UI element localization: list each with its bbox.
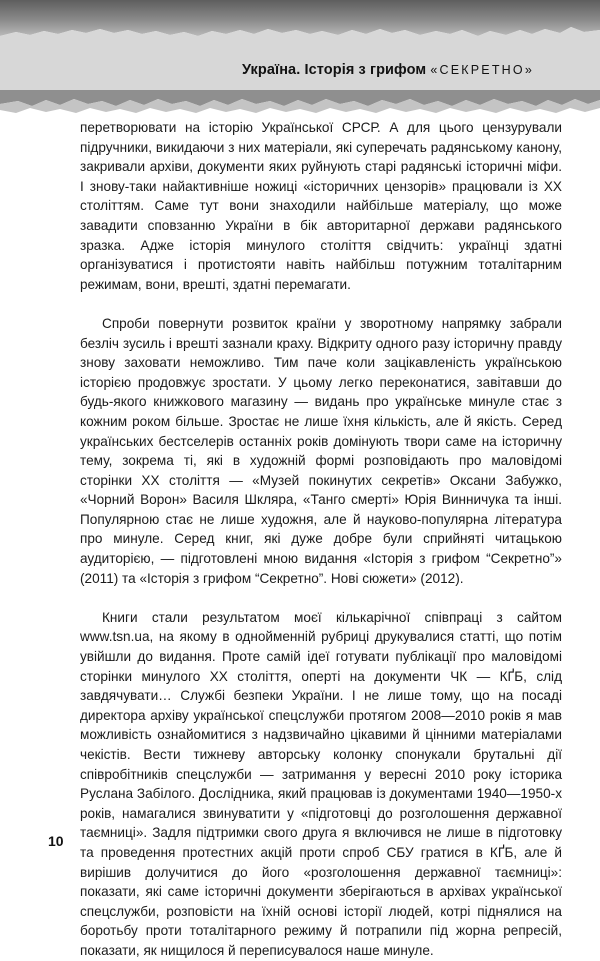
paragraph-3: Книги стали результатом моєї кількарічної співпраці з сайтом www.tsn.ua, на якому в однойменній рубриці друкувалися статті, що потім увійшли до видання. Проте самій ідеї готувати публікації про маловідомі сторінки минулого ХХ століття, оперті на документи ЧК — КҐБ, слід завдячувати… Службі безпеки України. І не лише тому, що на посаді директора архіву української спецслужби протягом 2008—2010 років я мав можливість ознайомитися з надзвичайно цікавими й цінними матеріалами чекістів. Вести тижневу авторську колонку спонукали брутальні дії співробітників спецслужби — затримання у вересні 2010 року історика Руслана Забілого. Дослідника, який працював із документами 1940—1950-х років, намагалися звинуватити у «підготовці до розголошення державної таємниці». Задля підтримки свого друга я включився не лише в підготовку та проведення протестних акцій проти спроб СБУ гратися в КҐБ, але й вирішив долучитися до його «розголошення державної таємниці»: показати, які саме історичні документи зберігаються в архівах української спецслужби, розповісти на їхній основі історії людей, котрі піднялися на боротьбу проти тоталітарного режиму й потрапили під жорна репресій, показати, як нищилося й переписувалося наше минуле. — [80, 609, 562, 958]
torn-paper-header-graphic — [0, 0, 600, 118]
running-title-main: Україна. Історія з грифом — [241, 62, 431, 78]
running-title — [242, 62, 534, 78]
running-title-secret: «СЕКРЕТНО» — [430, 63, 534, 77]
paragraph-1: перетворювати на історію Української СРСР. А для цього цензурували підручники, викидаючи з них матеріали, які суперечать радянському канону, закривали архіви, документи яких руйнують старі радянські історичні міфи. І знову-таки найактивніше ножиці «історичних цензорів» працювали із ХХ століттям. Саме тут вони знаходили найбільше матеріалу, що може завадити сповзанню України в бік авторитарної держави радянського зразка. Адже історія минулого століття свідчить: українці здатні організуватися і протистояти навіть найбільш потужним тоталітарним режимам, вони, врешті, здатні перемагати. — [80, 120, 562, 292]
body-text — [80, 118, 562, 961]
paragraph-2: Спроби повернути розвиток країни у зворотному напрямку забрали безліч зусиль і врешті зазнали краху. Відкриту одного разу історичну правду знову заховати неможливо. Тим паче коли зацікавленість українською історією продовжує зростати. У цьому легко переконатися, завітавши до будь-якого книжкового магазину — видань про українське минуле стає з кожним роком більше. Зростає не лише їхня кількість, але й якість. Серед українських бестселерів останніх років домінують твори саме на історичну тему, зокрема ті, які в художній формі розповідають про маловідомі сторінки ХХ століття — «Музей покинутих секретів» Оксани Забужко, «Чорний Ворон» Василя Шкляра, «Танго смерті» Юрія Винничука та інші. Популярною стає не лише художня, але й науково-популярна література про минуле. Серед книг, які дуже добре були сприйняті читацькою аудиторією, — підготовлені мною видання «Історія з грифом “Секретно”» (2011) та «Історія з грифом “Секретно”. Нові сюжети» (2012). — [80, 315, 562, 586]
header-band — [0, 0, 600, 118]
page-number: 10 — [48, 833, 64, 849]
